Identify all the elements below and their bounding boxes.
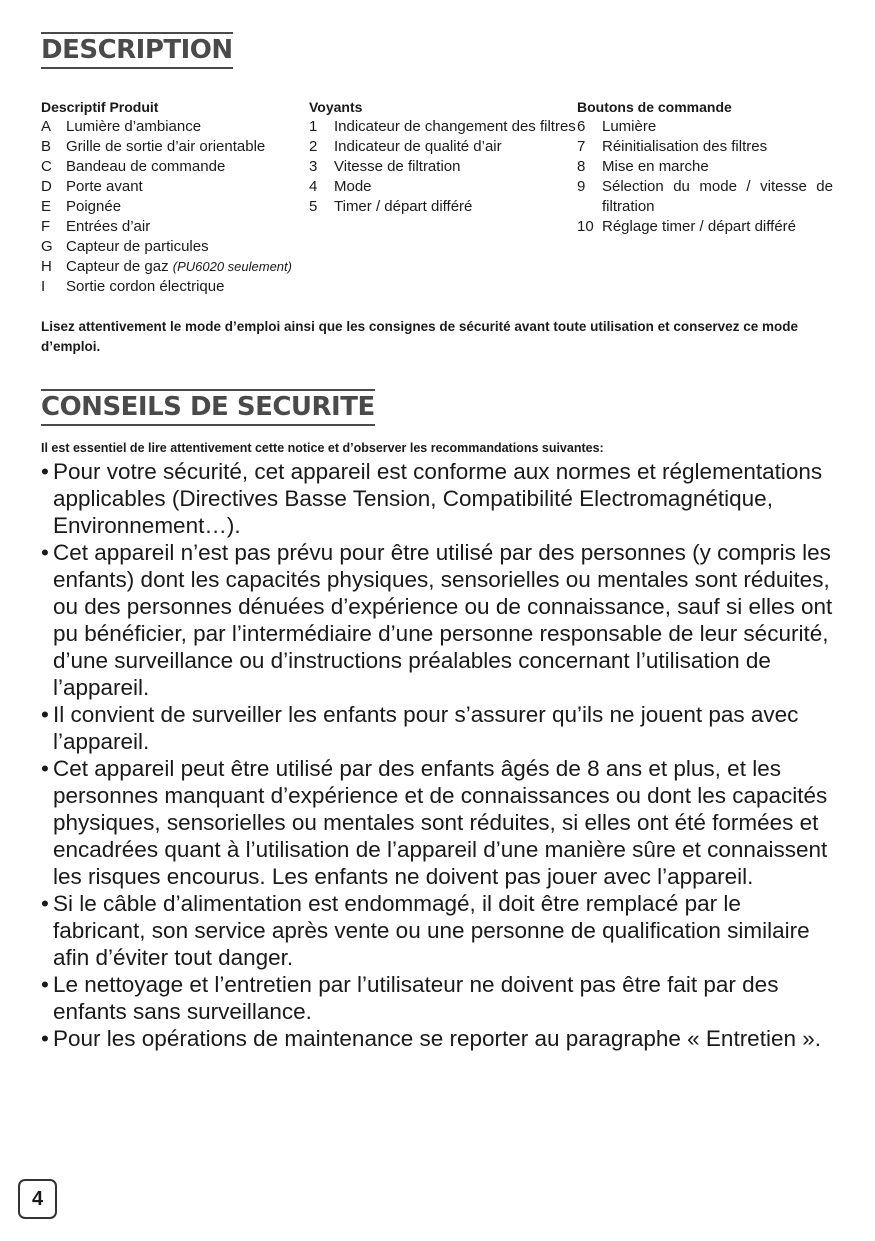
list-item: [41, 217, 309, 237]
item-key: H: [41, 258, 52, 275]
item-label: [66, 217, 309, 237]
item-key: C: [41, 158, 52, 175]
bullet-icon: •: [41, 1026, 49, 1051]
item-text: Mode: [334, 178, 372, 195]
item-key: 10: [577, 218, 594, 235]
indicators-column: [309, 97, 577, 297]
item-label: [334, 177, 577, 197]
item-key: 7: [577, 138, 586, 155]
list-item: [309, 177, 577, 197]
item-list: [41, 117, 309, 297]
bullet-text: Cet appareil peut être utilisé par des enfants âgés de 8 ans et plus, et les personnes manquant d’expérience et de connaissances ou dont les capacités physiques, sensorielles ou mentales sont réduites, si elles ont été formées et encadrées quant à l’utilisation de l’appareil d’une manière sûre et connaissent les risques encourus. Les enfants ne doivent pas jouer avec l’appareil.: [53, 756, 828, 889]
bullet-text: Le nettoyage et l’entretien par l’utilisateur ne doivent pas être fait par des enfants sans surveillance.: [53, 972, 779, 1024]
list-item: [41, 117, 309, 137]
item-key: G: [41, 238, 53, 255]
product-parts-column: [41, 97, 309, 297]
item-key: 2: [309, 138, 318, 155]
item-text: Bandeau de commande: [66, 158, 226, 175]
column-heading: Voyants: [309, 99, 363, 115]
column-heading: Boutons de commande: [577, 99, 732, 115]
item-label: [66, 177, 309, 197]
item-text: Porte avant: [66, 178, 143, 195]
item-text: Capteur de particules: [66, 238, 209, 255]
item-text: Lumière d’ambiance: [66, 118, 202, 135]
safety-bullet: [41, 890, 833, 971]
page-number: 4: [18, 1179, 57, 1219]
safety-bullet: [41, 1025, 833, 1052]
item-label: [602, 157, 833, 177]
safety-warning: Lisez attentivement le mode d’emploi ainsi que les consignes de sécurité avant toute utilisation et conservez ce mode d’emploi.: [41, 319, 798, 354]
safety-bullet: [41, 539, 833, 701]
item-label: [602, 117, 833, 137]
bullet-icon: •: [41, 756, 49, 781]
bullet-icon: •: [41, 972, 49, 997]
bullet-text: Pour votre sécurité, cet appareil est conforme aux normes et réglementations applicables (Directives Basse Tension, Compatibilité Electromagnétique, Environnement…).: [53, 459, 823, 538]
item-key: 3: [309, 158, 318, 175]
item-text: Grille de sortie d’air orientable: [66, 138, 266, 155]
list-item: [309, 157, 577, 177]
item-label: [602, 217, 833, 237]
item-text: Poignée: [66, 198, 122, 215]
item-label: [334, 197, 577, 217]
item-key: 9: [577, 178, 586, 195]
page-content: [41, 32, 833, 1052]
list-item: [309, 117, 577, 137]
list-item: [41, 157, 309, 177]
item-label: [66, 197, 309, 217]
item-key: F: [41, 218, 51, 235]
item-label: [602, 177, 833, 217]
item-label: [66, 277, 309, 297]
safety-bullet: [41, 755, 833, 890]
list-item: [41, 257, 309, 277]
bullet-icon: •: [41, 891, 49, 916]
item-key: 4: [309, 178, 318, 195]
item-label: [602, 137, 833, 157]
item-text: Réglage timer / départ différé: [602, 218, 796, 235]
description-title: DESCRIPTION: [41, 32, 233, 69]
item-text: Lumière: [602, 118, 657, 135]
safety-title: CONSEILS DE SECURITE: [41, 389, 375, 426]
list-item: [577, 157, 833, 177]
item-text: Capteur de gaz: [66, 258, 173, 275]
safety-section: [41, 389, 833, 1052]
item-text: Sélection du mode / vitesse de filtration: [602, 178, 833, 215]
safety-bullet: [41, 971, 833, 1025]
list-item: [309, 197, 577, 217]
list-item: [577, 177, 833, 217]
item-label: [334, 137, 577, 157]
item-label: [66, 257, 309, 277]
list-item: [41, 277, 309, 297]
column-heading: Descriptif Produit: [41, 99, 159, 115]
item-text: Mise en marche: [602, 158, 709, 175]
list-item: [577, 137, 833, 157]
item-key: B: [41, 138, 52, 155]
item-text: Indicateur de changement des filtres: [334, 118, 576, 135]
item-text: Sortie cordon électrique: [66, 278, 225, 295]
list-item: [41, 177, 309, 197]
item-text: Indicateur de qualité d’air: [334, 138, 502, 155]
item-key: E: [41, 198, 52, 215]
item-key: 8: [577, 158, 586, 175]
bullet-text: Si le câble d’alimentation est endommagé, il doit être remplacé par le fabricant, son service après vente ou une personne de qualification similaire afin d’éviter tout danger.: [53, 891, 810, 970]
item-label: [334, 157, 577, 177]
item-key: D: [41, 178, 52, 195]
bullet-text: Cet appareil n’est pas prévu pour être utilisé par des personnes (y compris les enfants) dont les capacités physiques, sensorielles ou mentales sont réduites, ou des personnes dénuées d’expérience ou de connaissance, sauf si elles ont pu bénéficier, par l’intermédiaire d’une personne responsable de leur sécurité, d’une surveillance ou d’instructions préalables concernant l’utilisation de l’appareil.: [53, 540, 833, 700]
item-text: Vitesse de filtration: [334, 158, 461, 175]
item-text: Timer / départ différé: [334, 198, 473, 215]
item-list: [577, 117, 833, 237]
list-item: [577, 117, 833, 137]
list-item: [41, 197, 309, 217]
item-key: 6: [577, 118, 586, 135]
list-item: [41, 237, 309, 257]
bullet-icon: •: [41, 702, 49, 727]
item-label: [66, 237, 309, 257]
item-label: [334, 117, 577, 137]
item-text: Réinitialisation des filtres: [602, 138, 768, 155]
safety-bullet: [41, 701, 833, 755]
item-note: (PU6020 seulement): [172, 259, 292, 274]
list-item: [577, 217, 833, 237]
list-item: [309, 137, 577, 157]
list-item: [41, 137, 309, 157]
bullet-icon: •: [41, 459, 49, 484]
safety-bullet: [41, 458, 833, 539]
bullet-text: Pour les opérations de maintenance se reporter au paragraphe « Entretien ».: [53, 1026, 821, 1051]
bullet-text: Il convient de surveiller les enfants pour s’assurer qu’ils ne jouent pas avec l’appareil.: [53, 702, 799, 754]
item-list: [309, 117, 577, 217]
item-text: Entrées d’air: [66, 218, 151, 235]
control-buttons-column: [577, 97, 833, 297]
description-columns: [41, 97, 833, 297]
safety-intro: Il est essentiel de lire attentivement cette notice et d’observer les recommandations suivantes:: [41, 441, 604, 455]
item-label: [66, 117, 309, 137]
safety-bullet-list: [41, 458, 833, 1052]
item-label: [66, 137, 309, 157]
bullet-icon: •: [41, 540, 49, 565]
item-key: A: [41, 118, 52, 135]
item-key: I: [41, 278, 46, 295]
item-label: [66, 157, 309, 177]
item-key: 1: [309, 118, 318, 135]
item-key: 5: [309, 198, 318, 215]
